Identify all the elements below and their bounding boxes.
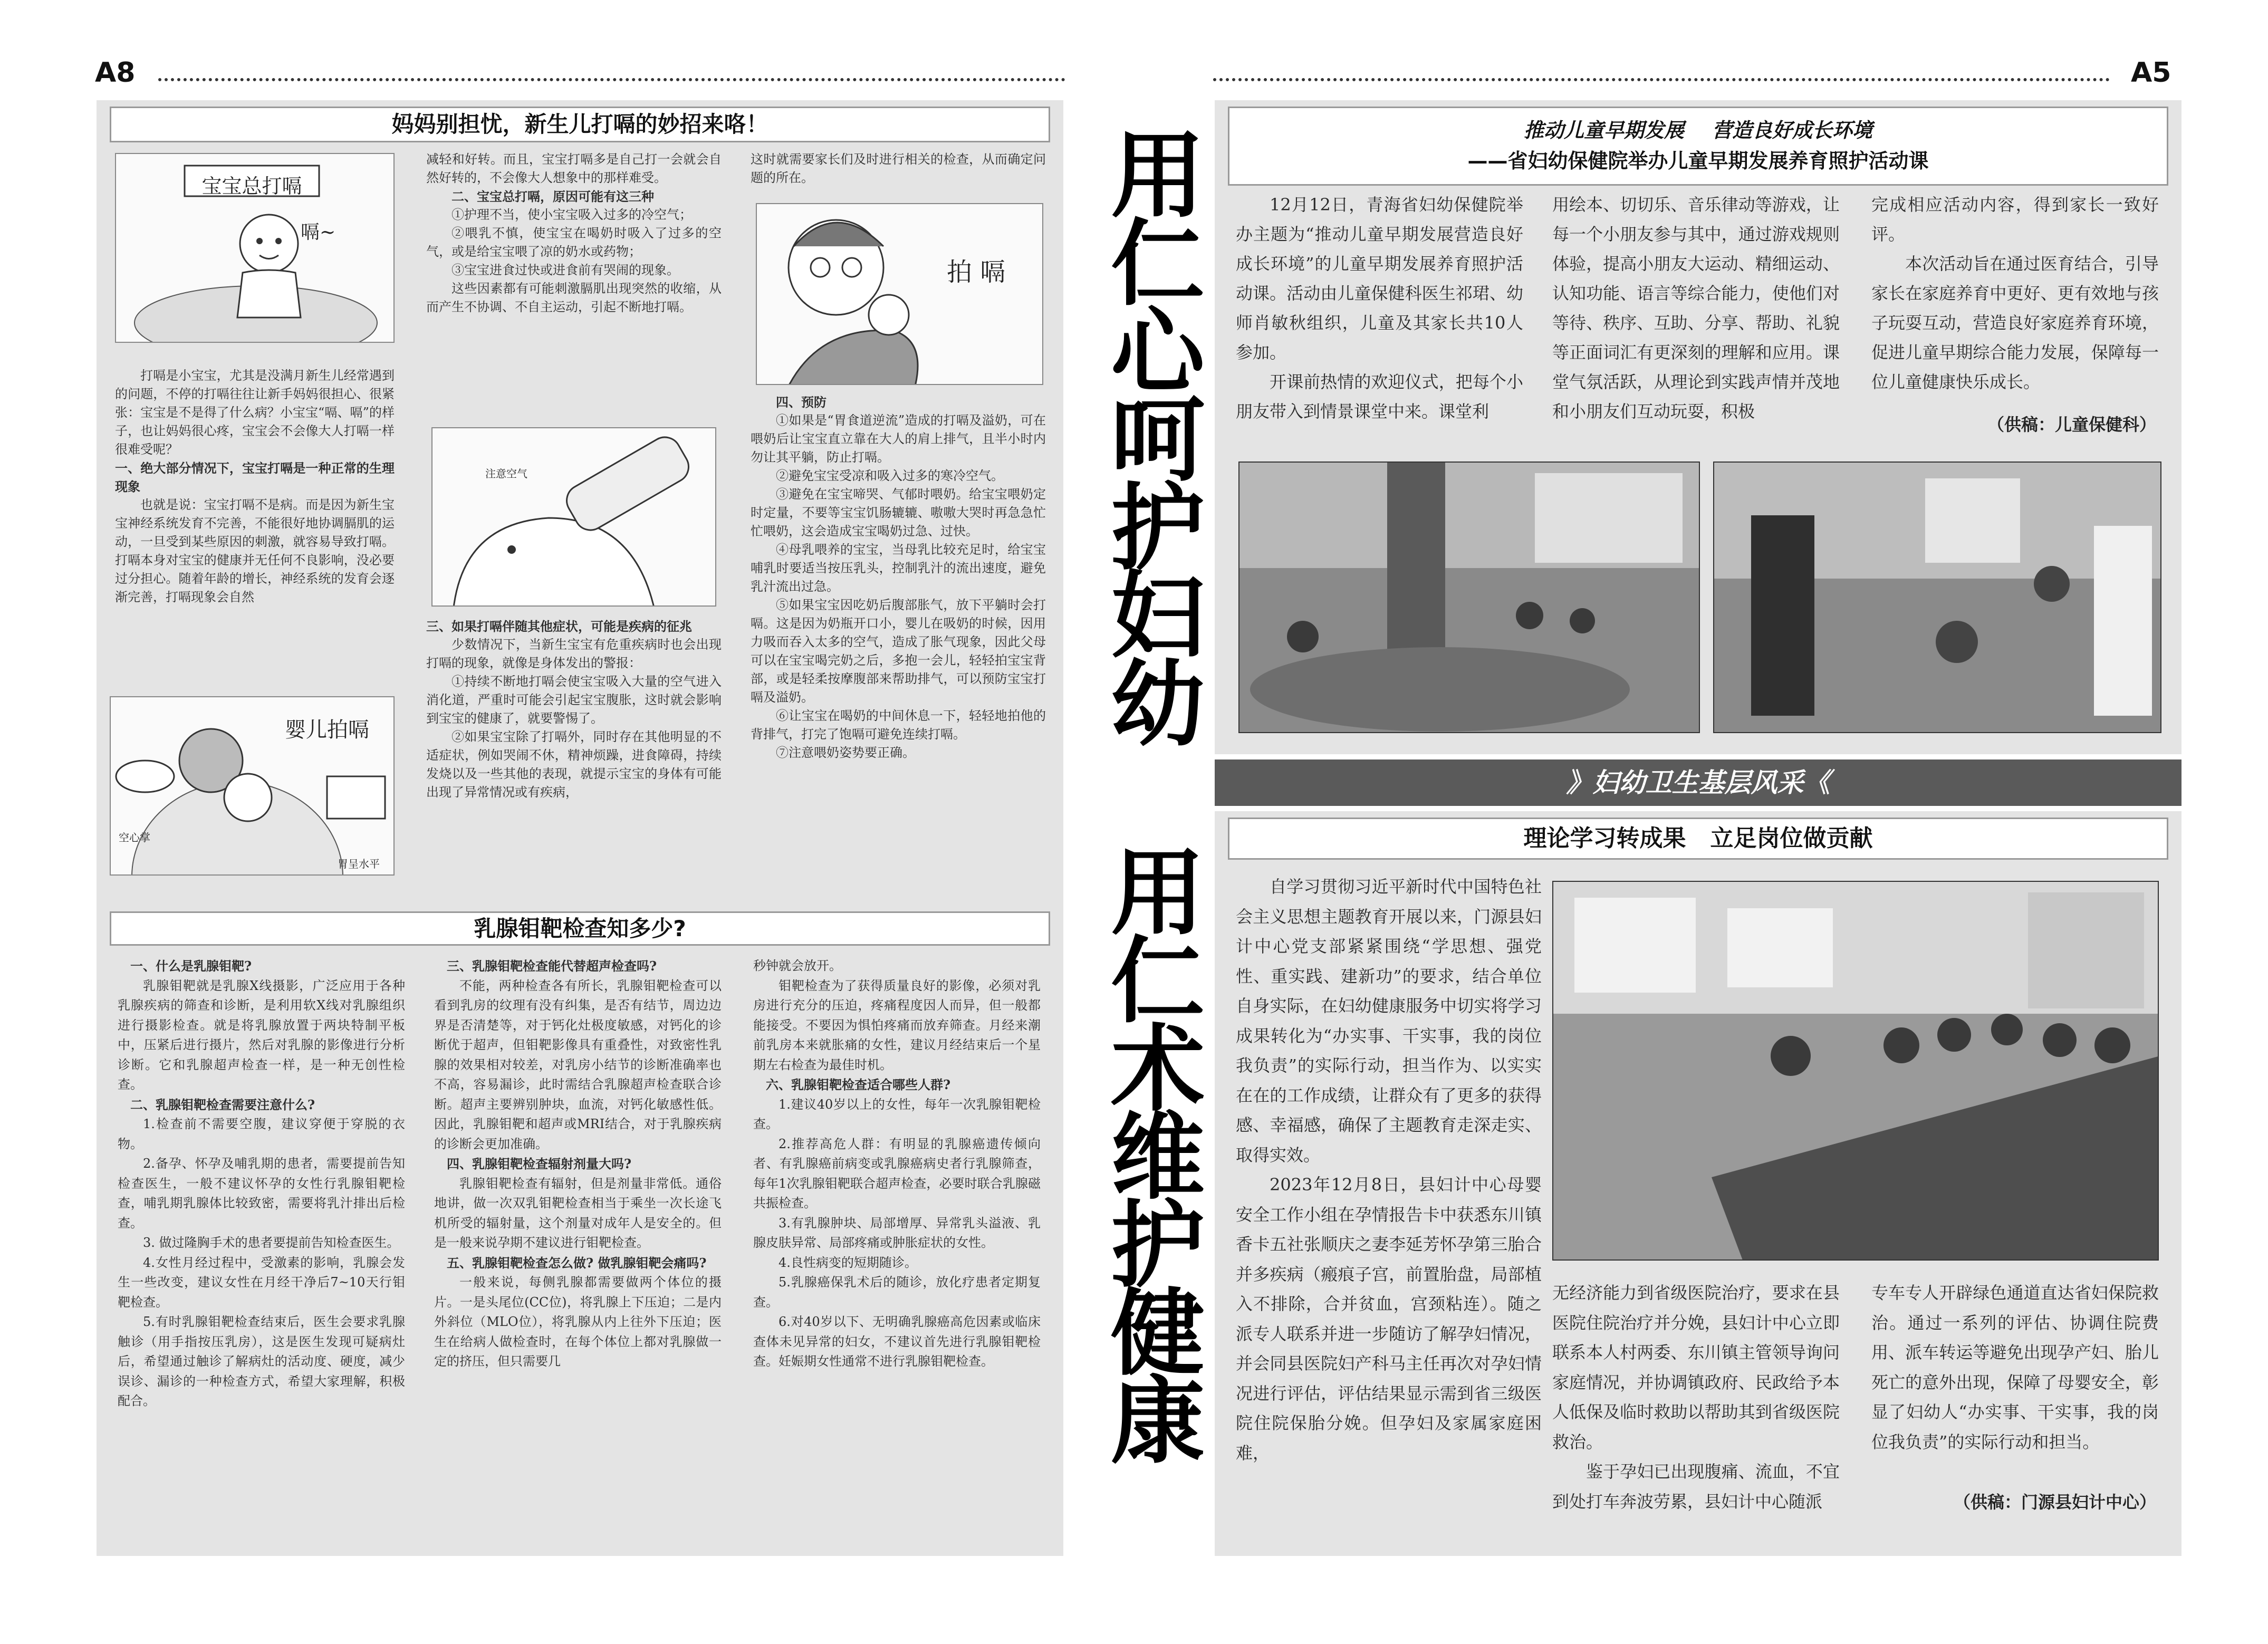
slogan-char: 幼 [1111, 650, 1205, 759]
illustration-feeding-bottle [431, 427, 716, 607]
slogan-line-1 [1105, 121, 1210, 759]
list-item: ①护理不当，使小宝宝吸入过多的冷空气； [451, 207, 692, 222]
paragraph: 2023年12月8日，县妇计中心母婴安全工作小组在孕情报告卡中获悉东川镇香卡五社张顺庆之妻李延芳怀孕第三胎合并多疾病（瘢痕子宫，前置胎盘，局部植入不排除，合并贫血，宫颈粘连）。随之派专人联系并进一步随访了解孕妇情况，并会同县医院妇产科马主任再次对孕妇情况进行评估，评估结果显示需到省三级医院住院保胎分娩。但孕妇及家属家庭困难， [1236, 1175, 1542, 1463]
r1-col1 [1236, 190, 1523, 426]
paragraph: 1.建议40岁以上的女性，每年一次乳腺钼靶检查。 [753, 1097, 1041, 1131]
r1-col2 [1552, 190, 1840, 426]
paragraph: 6.对40岁以下、无明确乳腺癌高危因素或临床查体未见异常的妇女，不建议首先进行乳腺钼靶检查。妊娠期女性通常不进行乳腺钼靶检查。 [753, 1314, 1041, 1369]
slogan-char: 护 [1111, 474, 1205, 583]
slogan-char: 用 [1111, 121, 1205, 230]
slogan-char: 用 [1111, 839, 1205, 948]
section-heading: 一、什么是乳腺钼靶? [130, 958, 252, 974]
section-band: 》妇幼卫生基层风采《 [1215, 759, 2181, 806]
paragraph: 不能，两种检查各有所长，乳腺钼靶检查可以看到乳房的纹理有没有纠集，是否有结节，周边边界是否清楚等，对于钙化灶极度敏感，对钙化的诊断优于超声，但钼靶影像具有重叠性，对致密性乳腺的效果相对较差，对乳房小结节的诊断准确率也不高，容易漏诊，此时需结合乳腺超声检查联合诊断。超声主要辨别肿块，血流，对钙化敏感性低。因此，乳腺钼靶和超声或MRI结合，对于乳腺疾病的诊断会更加准确。 [434, 978, 722, 1151]
right-header-rule [1213, 78, 2110, 81]
right-article-1 [1215, 100, 2181, 754]
section-heading: 四、预防 [776, 395, 827, 410]
paragraph: 本次活动旨在通过医育结合，引导家长在家庭养育中更好、更有效地与孩子玩耍互动，营造良好家庭养育环境，促进儿童早期综合能力发展，保障每一位儿童健康快乐成长。 [1871, 254, 2159, 392]
section-heading: 三、乳腺钼靶检查能代替超声检查吗? [447, 958, 657, 974]
paragraph: 这时就需要家长们及时进行相关的检查，从而确定问题的所在。 [751, 152, 1046, 185]
img2-label-b: 胃呈水平 [338, 858, 380, 870]
paragraph: 2.备孕、怀孕及哺乳期的患者，需要提前告知检查医生，一般不建议怀孕的女性行乳腺钼靶检查，哺乳期乳腺体比较致密，需要将乳汁排出后检查。 [118, 1156, 405, 1230]
paragraph: 完成相应活动内容，得到家长一致好评。 [1871, 195, 2159, 244]
right-page-number: A5 [2131, 57, 2171, 89]
article1-col2 [426, 150, 722, 316]
paragraph: 这些因素都有可能刺激膈肌出现突然的收缩，从而产生不协调、不自主运动，引起不断地打嗝。 [426, 281, 722, 314]
paragraph: 3. 做过隆胸手术的患者要提前告知检查医生。 [143, 1235, 400, 1250]
list-item: ②避免宝宝受凉和吸入过多的寒冷空气。 [776, 468, 1004, 483]
r2-credit: （供稿：门源县妇计中心） [1953, 1492, 2156, 1512]
photo-classroom-2 [1713, 462, 2161, 733]
slogan-char: 妇 [1111, 562, 1205, 671]
img3-label: 注意空气 [485, 467, 527, 480]
section-heading: 三、如果打嗝伴随其他症状，可能是疾病的征兆 [426, 619, 692, 634]
list-item: ②喂乳不慎，使宝宝在喝奶时吸入了过多的空气，或是给宝宝喂了凉的奶水或药物； [426, 226, 722, 259]
img2-caption: 婴儿拍嗝 [285, 718, 369, 742]
slogan-char: 维 [1111, 1103, 1205, 1212]
illustration-mother-patting [756, 203, 1043, 385]
slogan-char: 呵 [1111, 386, 1205, 495]
paragraph: 自学习贯彻习近平新时代中国特色社会主义思想主题教育开展以来，门源县妇计中心党支部紧紧围绕“学思想、强党性、重实践、建新功”的要求，结合单位自身实际，在妇幼健康服务中切实将学习成果转化为“办实事、干实事，我的岗位我负责”的实际行动，担当作为、以实实在在的工作成绩，让群众有了更多的获得感、幸福感，确保了主题教育走深走实、取得实效。 [1236, 877, 1542, 1165]
paragraph: 4.良性病变的短期随诊。 [779, 1255, 917, 1270]
section-heading: 一、绝大部分情况下，宝宝打嗝是一种正常的生理现象 [115, 460, 395, 494]
section-heading: 六、乳腺钼靶检查适合哪些人群? [766, 1077, 951, 1092]
slogan-char: 健 [1111, 1279, 1205, 1388]
illustration-baby-hiccup [115, 153, 395, 343]
paragraph: 专车专人开辟绿色通道直达省妇保院救治。通过一系列的评估、协调住院费用、派车转运等避免出现孕产妇、胎儿死亡的意外出现，保障了母婴安全，彰显了妇幼人“办实事、干实事，我的岗位我负责”的实际行动和担当。 [1871, 1283, 2159, 1452]
list-item: ⑤如果宝宝因吃奶后腹部胀气，放下平躺时会打嗝。这是因为奶瓶开口小，婴儿在吸奶的时候，因用力吸而吞入太多的空气，造成了胀气现象，因此父母可以在宝宝喝完奶之后，多抱一会儿，轻轻拍宝宝背部，或是轻柔按摩腹部来帮助排气，可以预防宝宝打嗝及溢奶。 [751, 598, 1046, 705]
section-heading: 二、宝宝总打嗝，原因可能有这三种 [451, 189, 654, 204]
left-article-2 [97, 906, 1063, 1556]
r2-col1 [1236, 872, 1542, 1468]
section-heading: 四、乳腺钼靶检查辐射剂量大吗? [447, 1156, 632, 1171]
paragraph: 钼靶检查为了获得质量良好的影像，必须对乳房进行充分的压迫，疼痛程度因人而异，但一般都能接受。不要因为惧怕疼痛而放弃筛查。月经来潮前乳房本来就胀痛的女性，建议月经结束后一个星期左右检查为最佳时机。 [753, 978, 1041, 1072]
article-headline-box [1228, 107, 2168, 186]
list-item: ④母乳喂养的宝宝，当母乳比较充足时，给宝宝哺乳时要适当按压乳头，控制乳汁的流出速度，避免乳汁流出过急。 [751, 542, 1046, 594]
paragraph: 减轻和好转。而且，宝宝打嗝多是自己打一会就会自然好转的，不会像大人想象中的那样难受。 [426, 152, 722, 185]
section-heading: 二、乳腺钼靶检查需要注意什么? [130, 1097, 315, 1112]
paragraph: 4.女性月经过程中，受激素的影响，乳腺会发生一些改变，建议女性在月经干净后7~10天行钼靶检查。 [118, 1255, 405, 1310]
left-article-1 [97, 100, 1063, 906]
r1-col3 [1871, 190, 2159, 397]
slogan-char: 护 [1111, 1191, 1205, 1300]
slogan-char: 术 [1111, 1015, 1205, 1124]
list-item: ②如果宝宝除了打嗝外，同时存在其他明显的不适症状，例如哭闹不休，精神烦躁，进食障碍，持续发烧以及一些其他的表现，就提示宝宝的身体有可能出现了异常情况或有疾病， [426, 729, 722, 800]
paragraph: 3.有乳腺肿块、局部增厚、异常乳头溢液、乳腺皮肤异常、局部疼痛或肿胀症状的女性。 [753, 1215, 1041, 1250]
list-item: ①持续不断地打嗝会使宝宝吸入大量的空气进入消化道，严重时可能会引起宝宝腹胀，这时就会影响到宝宝的健康了，就要警惕了。 [426, 674, 722, 726]
article-headline: 妈妈别担忧，新生儿打嗝的妙招来咯！ [110, 107, 1050, 142]
article1-col2b [426, 617, 722, 802]
slogan-char: 仁 [1111, 209, 1205, 319]
article2-col2 [434, 956, 722, 1372]
paragraph: 5.有时乳腺钼靶检查结束后，医生会要求乳腺触诊（用手指按压乳房），这是医生发现可疑病灶后，希望通过触诊了解病灶的活动度、硬度，减少误诊、漏诊的一种检查方式，希望大家理解，积极配合。 [118, 1314, 405, 1408]
slogan-char: 康 [1111, 1367, 1205, 1476]
photo-classroom-1 [1238, 462, 1700, 733]
left-page-number: A8 [95, 57, 136, 89]
paragraph: 无经济能力到省级医院治疗，要求在县医院住院治疗并分娩，县妇计中心立即联系本人村两委、东川镇主管领导询问家庭情况，并协调镇政府、民政给予本人低保及临时救助以帮助其到省级医院救治。 [1552, 1283, 1840, 1452]
slogan-line-2 [1105, 839, 1210, 1476]
article-headline: 理论学习转成果 立足岗位做贡献 [1228, 818, 2168, 860]
list-item: ①如果是“胃食道逆流”造成的打嗝及溢奶，可在喂奶后让宝宝直立靠在大人的肩上排气，且半小时内勿让其平躺，防止打嗝。 [751, 413, 1046, 465]
list-item: ⑦注意喂奶姿势要正确。 [776, 745, 915, 760]
r1-credit: （供稿：儿童保健科） [1987, 415, 2156, 435]
paragraph: 乳腺钼靶就是乳腺X线摄影，广泛应用于各种乳腺疾病的筛查和诊断，是利用软X线对乳腺组织进行摄影检查。就是将乳腺放置于两块特制平板中，压紧后进行摄片，然后对乳腺的影像进行分析诊断。它和乳腺超声检查一样，是一种无创性检查。 [118, 978, 405, 1092]
section-heading: 五、乳腺钼靶检查怎么做? 做乳腺钼靶会痛吗? [447, 1255, 707, 1271]
paragraph: 5.乳腺癌保乳术后的随诊，放化疗患者定期复查。 [753, 1275, 1041, 1310]
article-subhead: ——省妇幼保健院举办儿童早期发展养育照护活动课 [1467, 149, 1929, 172]
photo-meeting [1552, 881, 2159, 1261]
article1-col3 [751, 150, 1046, 187]
img1-sound: 嗝~ [301, 222, 336, 243]
list-item: ③宝宝进食过快或进食前有哭闹的现象。 [451, 263, 679, 277]
paragraph: 也就是说：宝宝打嗝不是病。而是因为新生宝宝神经系统发育不完善，不能很好地协调膈肌的运动，一旦受到某些原因的刺激，就容易导致打嗝。打嗝本身对宝宝的健康并无任何不良影响，没必要过分担心。随着年龄的增长，神经系统的发育会逐渐完善，打嗝现象会自然 [115, 497, 395, 604]
paragraph: 乳腺钼靶检查有辐射，但是剂量非常低。通俗地讲，做一次双乳钼靶检查相当于乘坐一次长途飞机所受的辐射量，这个剂量对成年人是安全的。但是一般来说孕期不建议进行钼靶检查。 [434, 1176, 722, 1250]
paragraph: 用绘本、切切乐、音乐律动等游戏，让每一个小朋友参与其中，通过游戏规则体验，提高小朋友大运动、精细运动、认知功能、语言等综合能力，使他们对等待、秩序、互助、分享、帮助、礼貌等正面词汇有更深刻的理解和应用。课堂气氛活跃，从理论到实践声情并茂地和小朋友们互动玩耍，积极 [1552, 195, 1840, 421]
r2-col2 [1552, 1278, 1840, 1516]
paragraph: 打嗝是小宝宝，尤其是没满月新生儿经常遇到的问题，不停的打嗝往往让新手妈妈很担心、很紧张：宝宝是不是得了什么病？小宝宝“嗝、嗝”的样子，也让妈妈很心疼，宝宝会不会像大人打嗝一样很难受呢？ [115, 368, 395, 457]
right-article-2 [1215, 811, 2181, 1556]
paragraph: 开课前热情的欢迎仪式，把每个小朋友带入到情景课堂中来。课堂利 [1236, 372, 1523, 421]
list-item: ③避免在宝宝啼哭、气郁时喂奶。给宝宝喂奶定时定量，不要等宝宝饥肠辘辘、嗷嗷大哭时再急急忙忙喂奶，这会造成宝宝喝奶过急、过快。 [751, 487, 1046, 539]
paragraph: 12月12日，青海省妇幼保健院举办主题为“推动儿童早期发展营造良好成长环境”的儿童早期发展养育照护活动课。活动由儿童保健科医生祁珺、幼师肖敏秋组织，儿童及其家长共10人参加。 [1236, 195, 1523, 362]
article2-col1 [118, 956, 405, 1411]
slogan-char: 心 [1111, 297, 1205, 407]
article1-col1 [115, 367, 395, 607]
article1-col3b [751, 393, 1046, 762]
r2-col3 [1871, 1278, 2159, 1457]
img1-caption: 宝宝总打嗝 [201, 175, 302, 198]
left-header-rule [158, 78, 1065, 81]
paragraph: 2.推荐高危人群：有明显的乳腺癌遗传倾向者、有乳腺癌前病变或乳腺癌病史者行乳腺筛查，每年1次乳腺钼靶联合超声检查，必要时联合乳腺磁共振检查。 [753, 1136, 1041, 1210]
paragraph: 一般来说，每侧乳腺都需要做两个体位的摄片。一是头尾位(CC位)，将乳腺上下压迫；二是内外斜位（MLO位），将乳腺从内上往外下压迫；医生在给病人做检查时，在每个体位上都对乳腺做一定的挤压，但只需要几 [434, 1275, 722, 1369]
slogan-char: 仁 [1111, 927, 1205, 1036]
img2-label-a: 空心掌 [119, 831, 150, 844]
paragraph: 1.检查前不需要空腹，建议穿便于穿脱的衣物。 [118, 1117, 405, 1151]
illustration-burping-baby [110, 696, 395, 876]
paragraph: 鉴于孕妇已出现腹痛、流血，不宜到处打车奔波劳累，县妇计中心随派 [1552, 1462, 1840, 1512]
list-item: ⑥让宝宝在喝奶的中间休息一下，轻轻地拍他的背排气，打完了饱嗝可避免连续打嗝。 [751, 708, 1046, 742]
paragraph: 少数情况下，当新生宝宝有危重疾病时也会出现打嗝的现象，就像是身体发出的警报： [426, 637, 722, 670]
article-headline: 推动儿童早期发展 营造良好成长环境 [1524, 119, 1872, 142]
article2-col3 [753, 956, 1041, 1372]
paragraph: 秒钟就会放开。 [753, 958, 842, 973]
article-headline: 乳腺钼靶检查知多少? [110, 911, 1050, 946]
img4-label: 拍 嗝 [947, 257, 1006, 287]
